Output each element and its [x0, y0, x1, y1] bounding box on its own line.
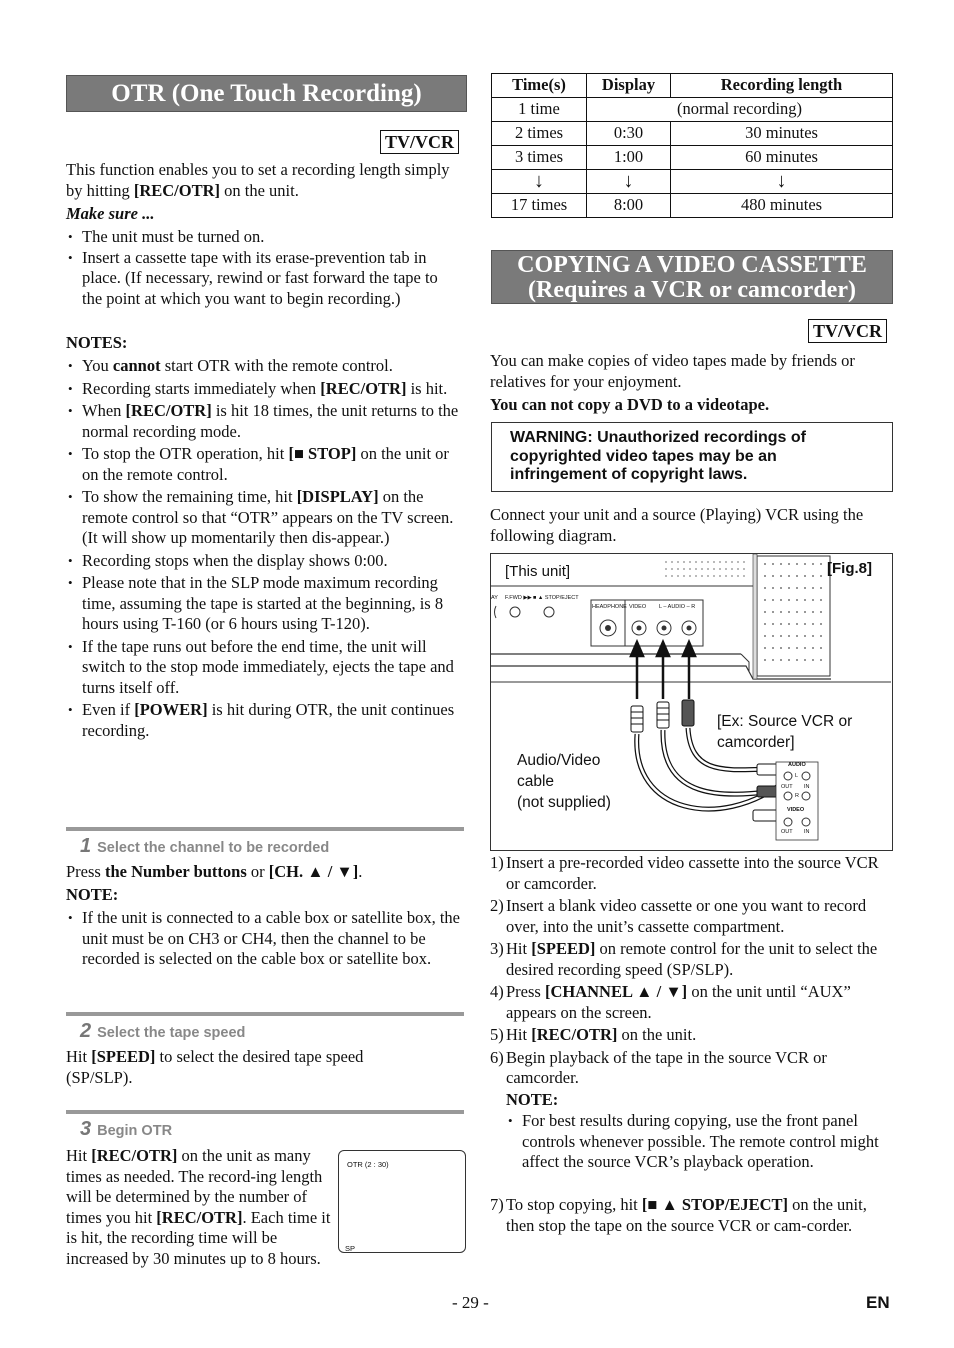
copying-intro: You can make copies of video tapes made by friends or relatives for your enjoyment. [490, 351, 855, 391]
table-header: Display [587, 74, 671, 98]
copying-note [506, 1111, 890, 1173]
table-header: Recording length [671, 74, 893, 98]
fig-8-label: [Fig.8] [827, 560, 872, 577]
make-sure-label: Make sure ... [66, 204, 155, 223]
list-item: • You cannot start OTR with the remote control. [66, 356, 464, 377]
jack-r-label: R [795, 793, 799, 799]
step-3-heading: 3 Begin OTR [80, 1118, 173, 1140]
jack-out-label: OUT [781, 784, 793, 790]
jack-l-label: L [795, 773, 799, 779]
connection-diagram [490, 553, 893, 851]
list-item: 6) Begin playback of the tape in the source VCR or camcorder. [490, 1047, 827, 1087]
make-sure-list [66, 227, 462, 309]
av-cable-label: Audio/Video cable (not supplied) [517, 752, 611, 811]
down-arrow-icon: ↓ [492, 170, 587, 194]
list-item: 7) To stop copying, hit [■ ▲ STOP/EJECT] on the unit, then stop the tape on the source VCR or cam-corder. [490, 1195, 867, 1235]
notes-list [66, 356, 464, 743]
list-item: • Please note that in the SLP mode maximum recording time, assuming the tape is started at the beginning, is 8 hours using T-160 (or 6 hours using T-120). [66, 573, 464, 635]
otr-screen-illustration [338, 1150, 466, 1253]
panel-stop-eject-label: ■ ▲ STOP/EJECT [533, 595, 579, 601]
list-item: • To show the remaining time, hit [DISPLAY] on the remote control so that “OTR” appears on the TV screen. (It will show up momentarily then dis-appear.) [66, 487, 464, 549]
step-1-note [66, 908, 464, 970]
step-2-divider [66, 1012, 464, 1016]
list-item: • When [REC/OTR] is hit 18 times, the unit returns to the normal recording mode. [66, 401, 464, 442]
table-cell: 60 minutes [671, 146, 893, 170]
table-row [492, 170, 893, 194]
copying-title-line-1: COPYING A VIDEO CASSETTE [517, 252, 867, 278]
table-cell: 0:30 [587, 122, 671, 146]
step-1-text: Press the Number buttons or [CH. ▲ / ▼]. [66, 862, 363, 881]
list-item: 4) Press [CHANNEL ▲ / ▼] on the unit until “AUX” appears on the screen. [490, 982, 851, 1022]
list-item: 5) Hit [REC/OTR] on the unit. [490, 1025, 697, 1044]
jack-audio-label: AUDIO [788, 762, 806, 768]
list-item: 1) Insert a pre-recorded video cassette into the source VCR or camcorder. [490, 853, 879, 893]
otr-intro: This function enables you to set a recording length simply by hitting [REC/OTR] on the unit. [66, 160, 450, 200]
table-header-row [492, 74, 893, 98]
list-item: 2) Insert a blank video cassette or one you want to record over, into the unit’s cassette compartment. [490, 896, 867, 936]
table-header: Time(s) [492, 74, 587, 98]
list-item: • If the tape runs out before the end time, the unit will switch to the stop mode immediately, ejects the tape and turns itself off. [66, 637, 464, 699]
table-row [492, 146, 893, 170]
list-item: • Insert a cassette tape with its erase-prevention tab in place. (If necessary, rewind or fast forward the tape to the point at which you want to begin recording.) [66, 248, 462, 310]
copyright-warning: WARNING: Unauthorized recordings of copyrighted video tapes may be an infringement of copyright laws. [491, 422, 893, 492]
list-item: • For best results during copying, use the front panel controls whenever possible. The remote control might affect the source VCR’s playback operation. [506, 1111, 890, 1173]
step-2-heading: 2 Select the tape speed [80, 1020, 246, 1042]
jack-out-label: OUT [781, 829, 793, 835]
list-item: • The unit must be turned on. [66, 227, 462, 248]
table-cell: 2 times [492, 122, 587, 146]
connect-instruction: Connect your unit and a source (Playing) VCR using the following diagram. [490, 505, 864, 545]
panel-video-label: VIDEO [629, 604, 647, 610]
notes-label: NOTES: [66, 333, 128, 352]
page-number: - 29 - [452, 1293, 489, 1312]
otr-section-title: OTR (One Touch Recording) [66, 75, 467, 112]
jack-in-label: IN [804, 784, 810, 790]
panel-headphone-label: HEADPHONE [592, 604, 627, 610]
language-code: EN [866, 1293, 890, 1312]
copying-step-7 [490, 1195, 894, 1236]
panel-play-label: AY [491, 595, 498, 601]
copying-steps [490, 853, 894, 1089]
copying-section-title [491, 250, 893, 304]
table-row [492, 194, 893, 218]
jack-in-label: IN [804, 829, 810, 835]
screen-otr-readout: OTR (2 : 30) [347, 1160, 389, 1169]
this-unit-label: [This unit] [505, 563, 571, 580]
table-cell: 17 times [492, 194, 587, 218]
table-cell: 3 times [492, 146, 587, 170]
table-row [492, 122, 893, 146]
no-dvd-copy-note: You can not copy a DVD to a videotape. [490, 395, 770, 414]
step-1-note-label: NOTE: [66, 885, 119, 904]
screen-speed-readout: SP [345, 1244, 356, 1253]
step-1-heading: 1 Select the channel to be recorded [80, 835, 330, 857]
list-item: • Recording starts immediately when [REC/OTR] is hit. [66, 379, 464, 400]
list-item: • Even if [POWER] is hit during OTR, the unit continues recording. [66, 700, 464, 741]
copying-title-line-2: (Requires a VCR or camcorder) [528, 277, 856, 303]
copying-note-label: NOTE: [506, 1090, 559, 1109]
tv-vcr-tag: TV/VCR [380, 130, 459, 154]
otr-recording-table [491, 73, 893, 218]
down-arrow-icon: ↓ [587, 170, 671, 194]
list-item: • If the unit is connected to a cable box or satellite box, the unit must be on CH3 or CH4, then the channel to be recorded is selected on the cable box or satellite box. [66, 908, 464, 970]
list-item: 3) Hit [SPEED] on remote control for the unit to select the desired recording speed (SP/SLP). [490, 939, 878, 979]
table-cell: 8:00 [587, 194, 671, 218]
table-cell: (normal recording) [587, 98, 893, 122]
source-device-label: [Ex: Source VCR or camcorder] [717, 713, 853, 751]
table-row [492, 98, 893, 122]
step-3-divider [66, 1110, 464, 1114]
table-cell: 480 minutes [671, 194, 893, 218]
table-cell: 1 time [492, 98, 587, 122]
list-item: • Recording stops when the display shows 0:00. [66, 551, 464, 572]
tv-vcr-tag: TV/VCR [808, 319, 887, 343]
down-arrow-icon: ↓ [671, 170, 893, 194]
table-cell: 1:00 [587, 146, 671, 170]
step-1-divider [66, 827, 464, 831]
table-cell: 30 minutes [671, 122, 893, 146]
list-item: • To stop the OTR operation, hit [■ STOP] on the unit or on the remote control. [66, 444, 464, 485]
step-3-text: Hit [REC/OTR] on the unit as many times as needed. The record-ing length will be determined by the number of times you hit [REC/OTR]. Each time it is hit, the recording time will be increased by 30 minutes up to 8 hours. [66, 1146, 331, 1268]
panel-ffwd-label: F.FWD ▶▶ [505, 595, 532, 601]
jack-video-label: VIDEO [787, 807, 805, 813]
panel-audio-label: L – AUDIO – R [659, 604, 696, 610]
step-2-text: Hit [SPEED] to select the desired tape speed (SP/SLP). [66, 1047, 364, 1087]
